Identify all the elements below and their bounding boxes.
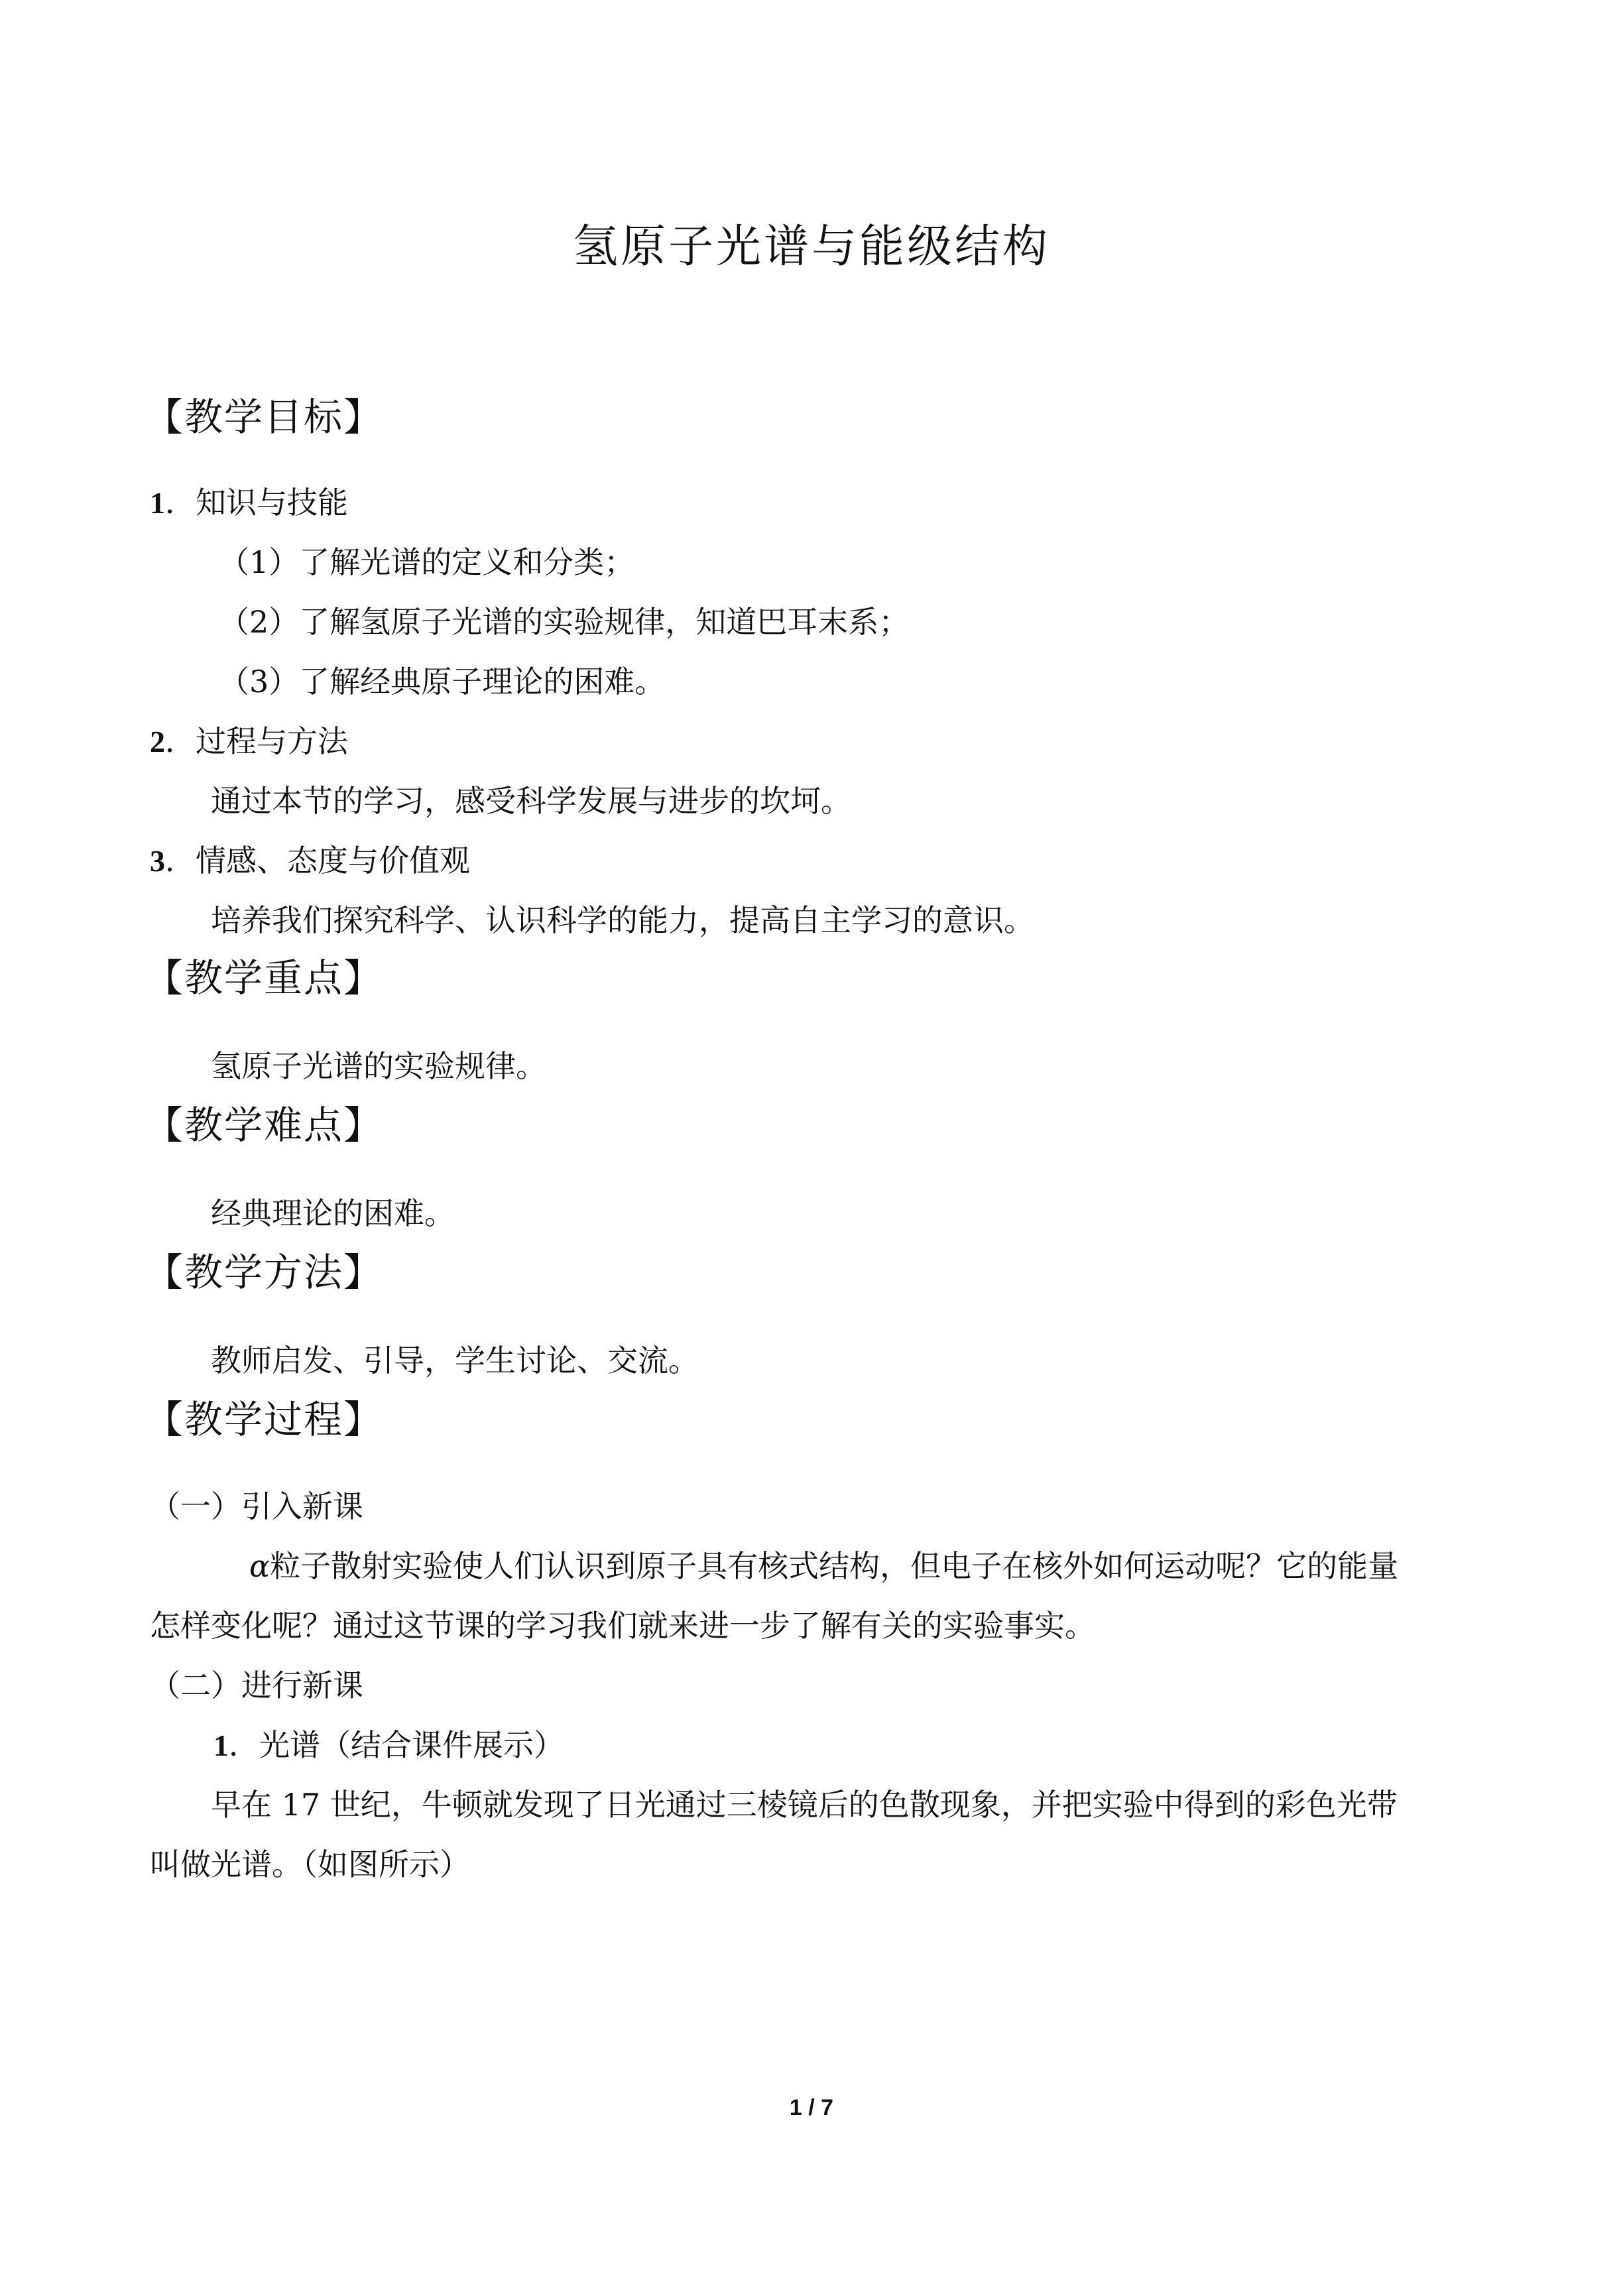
objective-label: 过程与方法 — [196, 723, 348, 759]
objective-label: 情感、态度与价值观 — [196, 843, 470, 878]
number-separator: ． — [165, 843, 196, 878]
objective-subitem: （2）了解氢原子光谱的实验规律，知道巴耳末系； — [219, 604, 910, 640]
paragraph-text: 粒子散射实验使人们认识到原子具有核式结构，但电子在核外如何运动呢？它的能量 — [270, 1548, 1399, 1584]
objective-number: 2 — [150, 725, 165, 758]
key-point-text: 氢原子光谱的实验规律。 — [211, 1048, 546, 1084]
objective-item-1 — [150, 479, 348, 522]
objective-item-3 — [150, 837, 470, 880]
process-paragraph-line: 叫做光谱。（如图所示） — [150, 1846, 470, 1882]
objective-item-2 — [150, 717, 348, 761]
difficulty-text: 经典理论的困难。 — [211, 1195, 455, 1231]
process-paragraph-line: 怎样变化呢？通过这节课的学习我们就来进一步了解有关的实验事实。 — [150, 1608, 1095, 1644]
objective-text: 培养我们探究科学、认识科学的能力，提高自主学习的意识。 — [211, 902, 1034, 938]
objective-number: 3 — [150, 844, 165, 878]
page-title: 氢原子光谱与能级结构 — [572, 221, 1050, 273]
objective-subitem: （3）了解经典原子理论的困难。 — [219, 664, 666, 699]
process-item-label: 光谱（结合课件展示） — [259, 1727, 564, 1763]
method-text: 教师启发、引导，学生讨论、交流。 — [211, 1343, 699, 1378]
process-part-label: （二）进行新课 — [150, 1667, 363, 1703]
number-separator: ． — [165, 485, 196, 520]
page-number: 1 / 7 — [789, 2095, 834, 2120]
objective-number: 1 — [150, 486, 165, 520]
process-paragraph-line — [249, 1542, 1398, 1586]
section-heading-process: 【教学过程】 — [145, 1397, 384, 1442]
number-separator: ． — [229, 1727, 259, 1763]
objective-text: 通过本节的学习，感受科学发展与进步的坎坷。 — [211, 783, 851, 819]
process-item — [213, 1721, 564, 1765]
process-part-label: （一）引入新课 — [150, 1488, 363, 1524]
number-separator: ． — [165, 723, 196, 759]
objective-label: 知识与技能 — [196, 485, 348, 520]
section-heading-key-point: 【教学重点】 — [145, 955, 384, 1000]
objective-subitem: （1）了解光谱的定义和分类； — [219, 544, 635, 580]
section-heading-difficulty: 【教学难点】 — [145, 1103, 384, 1148]
section-heading-objectives: 【教学目标】 — [145, 394, 384, 440]
process-item-number: 1 — [213, 1728, 229, 1762]
section-heading-method: 【教学方法】 — [145, 1250, 384, 1295]
alpha-symbol: α — [249, 1548, 270, 1584]
process-paragraph-line: 早在 17 世纪，牛顿就发现了日光通过三棱镜后的色散现象，并把实验中得到的彩色光带 — [211, 1787, 1398, 1823]
